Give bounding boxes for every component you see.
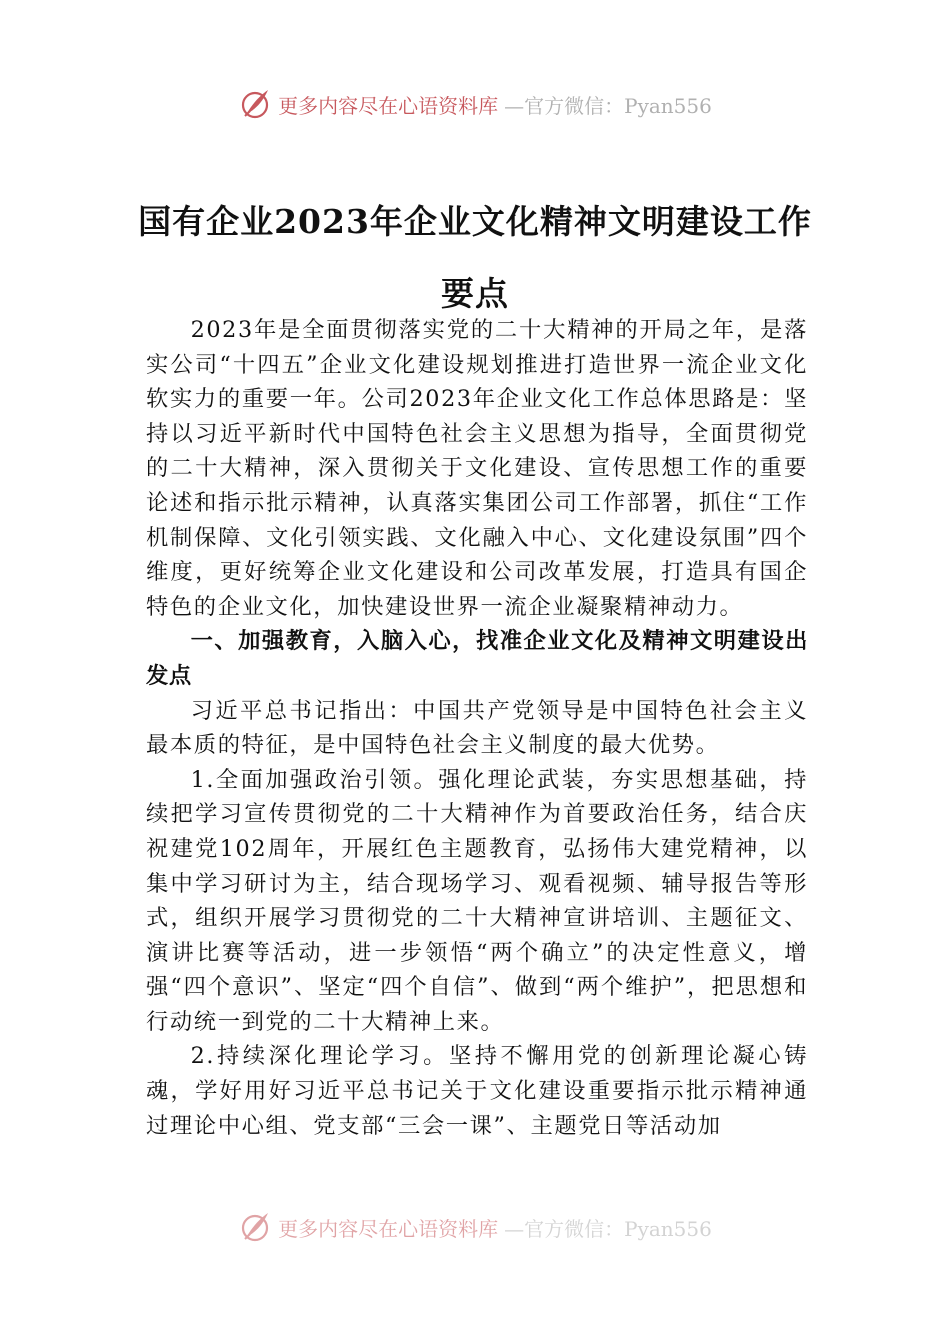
watermark-suffix: —官方微信：Pyan556 [504,1216,712,1241]
document-title: 国有企业2023年企业文化精神文明建设工作要点 [138,202,812,313]
body-paragraph: 2023年是全面贯彻落实党的二十大精神的开局之年，是落实公司“十四五”企业文化建设规划推进打造世界一流企业文化软实力的重要一年。公司2023年企业文化工作总体思路是：坚持以习近平新时代中国特色社会主义思想为指导，全面贯彻党的二十大精神，深入贯彻关于文化建设、宣传思想工作的重要论述和指示批示精神，认真落实集团公司工作部署，抓住“工作机制保障、文化引领实践、文化融入中心、文化建设氛围”四个维度，更好统筹企业文化建设和公司改革发展，打造具有国企特色的企业文化，加快建设世界一流企业凝聚精神动力。 [146,317,808,620]
body-paragraph: 习近平总书记指出：中国共产党领导是中国特色社会主义最本质的特征，是中国特色社会主义制度的最大优势。 [146,697,808,759]
watermark-footer [0,1207,950,1247]
watermark-header [0,84,950,124]
quill-pen-logo-icon [238,87,272,121]
watermark-suffix: —官方微信：Pyan556 [504,93,712,118]
body-paragraph: 1.全面加强政治引领。强化理论武装，夯实思想基础，持续把学习宣传贯彻党的二十大精神作为首要政治任务，结合庆祝建党102周年，开展红色主题教育，弘扬伟大建党精神，以集中学习研讨为主，结合现场学习、观看视频、辅导报告等形式，组织开展学习贯彻党的二十大精神宣讲培训、主题征文、演讲比赛等活动，进一步领悟“两个确立”的决定性意义，增强“四个意识”、坚定“四个自信”、做到“两个维护”，把思想和行动统一到党的二十大精神上来。 [146,766,808,1035]
document-body [146,313,808,1213]
watermark-prefix: 更多内容尽在心语资料库 [278,93,499,118]
watermark-prefix: 更多内容尽在心语资料库 [278,1216,499,1241]
section-heading: 一、加强教育，入脑入心，找准企业文化及精神文明建设出发点 [146,628,808,689]
quill-pen-logo-icon [238,1210,272,1244]
body-paragraph: 2.持续深化理论学习。坚持不懈用党的创新理论凝心铸魂，学好用好习近平总书记关于文化建设重要指示批示精神通过理论中心组、党支部“三会一课”、主题党日等活动加 [146,1043,808,1139]
